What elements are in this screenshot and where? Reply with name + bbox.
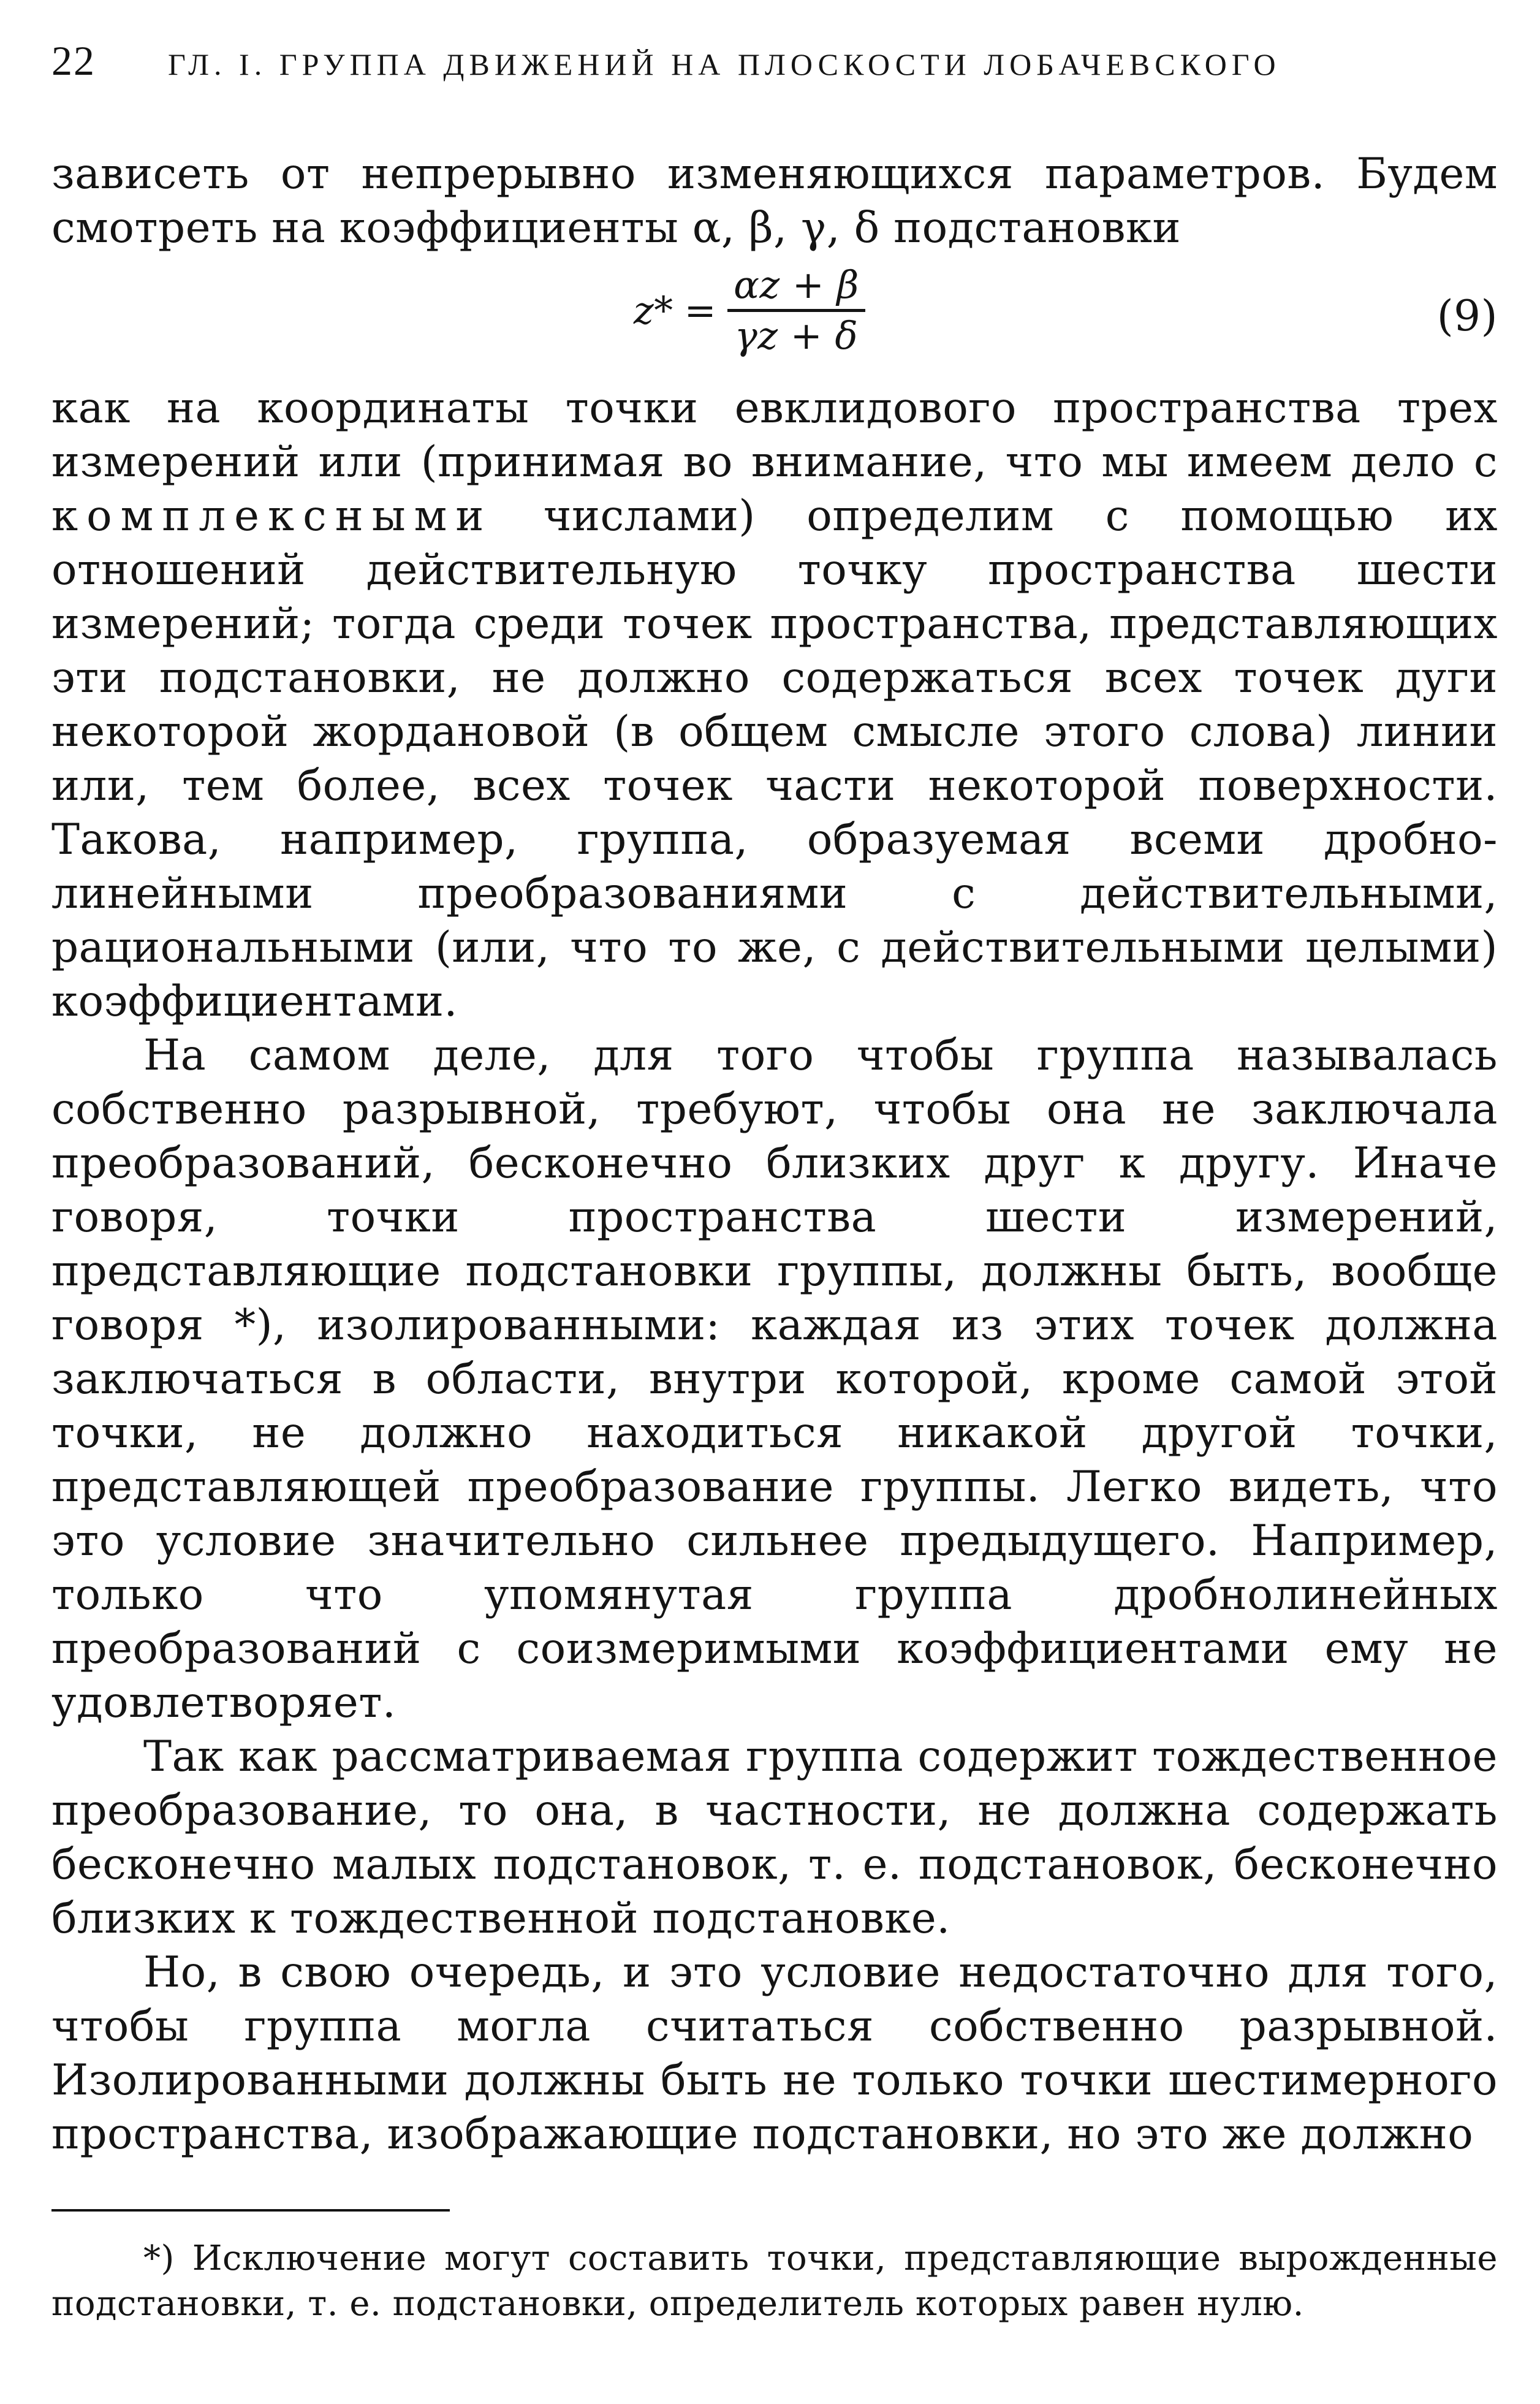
footnote-separator [51, 2209, 450, 2212]
paragraph-2: На самом деле, для того чтобы группа называлась собственно разрывной, требуют, чтобы она не заключала преобразований, бесконечно близких друг к другу. Иначе говоря, точки пространства шести измерений, представляющие подстановки группы, должны быть, вообще говоря *), изолированными: каждая из этих точек должна заключаться в области, внутри которой, кроме самой этой точки, не должно находиться никакой другой точки, представляющей преобразование группы. Легко видеть, что это условие значительно сильнее предыдущего. Например, только что упомянутая группа дробнолинейных преобразований с соизмеримыми коэффициентами ему не удовлетворяет. [51, 1031, 1498, 1727]
equation-9 [51, 257, 1498, 374]
book-page [51, 37, 1498, 2378]
formula [634, 262, 865, 359]
formula-equals: = [684, 287, 717, 333]
formula-numerator: αz + β [734, 262, 859, 307]
paragraph-3: Так как рассматриваемая группа содержит тождественное преобразование, то она, в частности, не должна содержать бесконечно малых подстановок, т. е. подстановок, бесконечно близких к тождественной подстановке. [51, 1732, 1498, 1943]
paragraph-1-continued [51, 381, 1498, 1029]
formula-fraction [727, 262, 865, 359]
footnote: *) Исключение могут составить точки, представляющие вырожденные подстановки, т. е. подстановки, определитель которых равен нулю. [51, 2239, 1498, 2324]
paragraph-1-part-b: числами) определим с помощью их отношений действительную точку пространства шести измерений; тогда среди точек пространства, представляющих эти подстановки, не должно содержаться всех точек дуги некоторой жордановой (в общем смысле этого слова) линии или, тем более, всех точек части некоторой поверхности. Такова, например, группа, образуемая всеми дробно-линейными преобразованиями с действительными, рациональными (или, что то же, с действительными целыми) коэффициентами. [51, 492, 1498, 1026]
paragraph-1-part-a: как на координаты точки евклидового пространства трех измерений или (принимая во внимание, что мы имеем дело с [51, 384, 1498, 487]
paragraph-intro: зависеть от непрерывно изменяющихся параметров. Будем смотреть на коэффициенты α, β, γ, δ подстановки [51, 150, 1498, 253]
equation-number: (9) [1436, 292, 1498, 341]
emphasized-word: комплексными [51, 492, 493, 541]
running-head [51, 37, 1498, 104]
fraction-bar [727, 309, 865, 312]
paragraph-4: Но, в свою очередь, и это условие недостаточно для того, чтобы группа могла считаться собственно разрывной. Изолированными должны быть не только точки шестимерного пространства, изображающие подстановки, но это же должно [51, 1948, 1498, 2159]
formula-lhs: z* [634, 287, 673, 333]
main-text [51, 147, 1498, 2161]
formula-denominator: γz + δ [734, 313, 859, 358]
chapter-title: ГЛ. I. ГРУППА ДВИЖЕНИЙ НА ПЛОСКОСТИ ЛОБАЧЕВСКОГО [168, 47, 1281, 82]
page-number: 22 [51, 37, 96, 84]
